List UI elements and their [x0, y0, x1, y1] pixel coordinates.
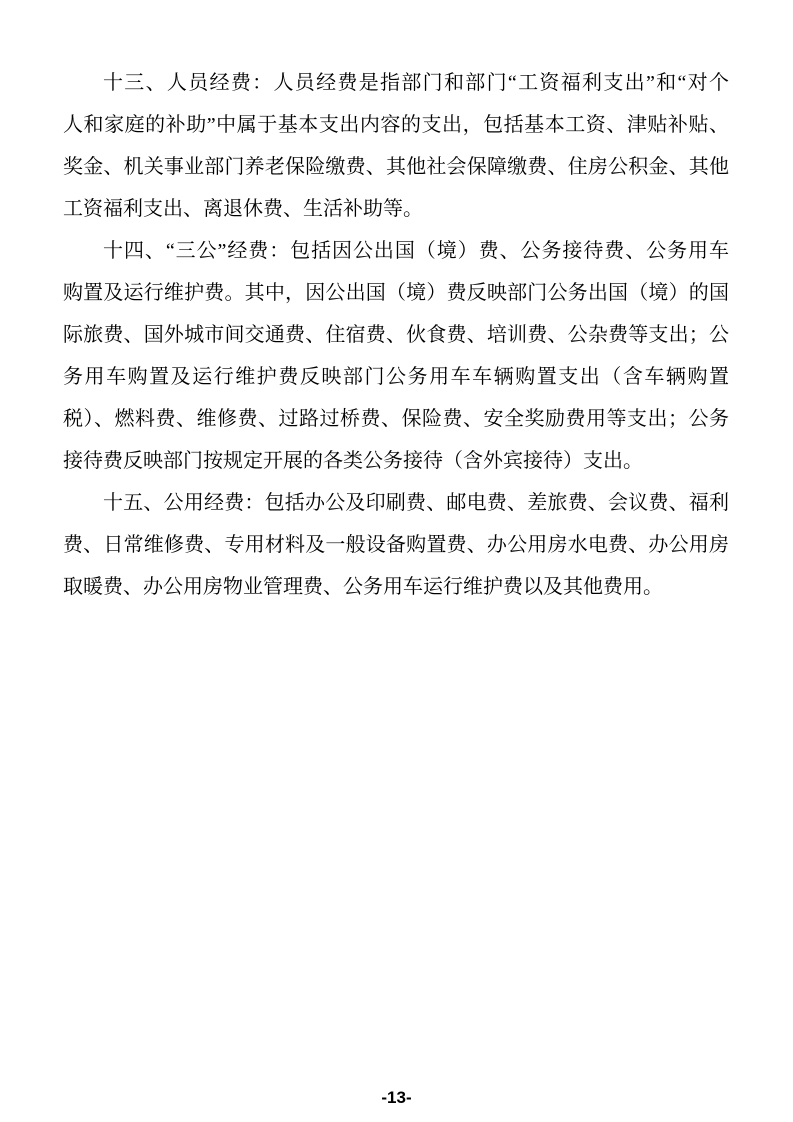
text-line: 十三、人员经费：人员经费是指部门和部门“工资福利支出”和“对个	[103, 72, 729, 94]
paragraph-public-operating-funds	[63, 482, 729, 608]
paragraph-personnel-funds	[63, 62, 729, 230]
text-line: 际旅费、国外城市间交通费、住宿费、伙食费、培训费、公杂费等支出；公	[63, 324, 729, 346]
text-line: 十五、公用经费：包括办公及印刷费、邮电费、差旅费、会议费、福利	[103, 492, 729, 514]
text-line: 取暖费、办公用房物业管理费、公务用车运行维护费以及其他费用。	[63, 576, 663, 598]
text-line: 十四、“三公”经费：包括因公出国（境）费、公务接待费、公务用车	[103, 240, 729, 262]
text-line: 务用车购置及运行维护费反映部门公务用车车辆购置支出（含车辆购置	[63, 366, 729, 388]
text-line: 费、日常维修费、专用材料及一般设备购置费、办公用房水电费、办公用房	[63, 534, 729, 556]
paragraph-three-public-funds	[63, 230, 729, 482]
text-line: 奖金、机关事业部门养老保险缴费、其他社会保障缴费、住房公积金、其他	[63, 156, 729, 178]
text-line: 工资福利支出、离退休费、生活补助等。	[63, 198, 423, 220]
text-line: 接待费反映部门按规定开展的各类公务接待（含外宾接待）支出。	[63, 450, 643, 472]
document-body	[63, 62, 729, 608]
text-line: 人和家庭的补助”中属于基本支出内容的支出，包括基本工资、津贴补贴、	[63, 114, 729, 136]
text-line: 税）、燃料费、维修费、过路过桥费、保险费、安全奖励费用等支出；公务	[63, 408, 729, 430]
page-number: -13-	[381, 1088, 412, 1107]
text-line: 购置及运行维护费。其中，因公出国（境）费反映部门公务出国（境）的国	[63, 282, 729, 304]
